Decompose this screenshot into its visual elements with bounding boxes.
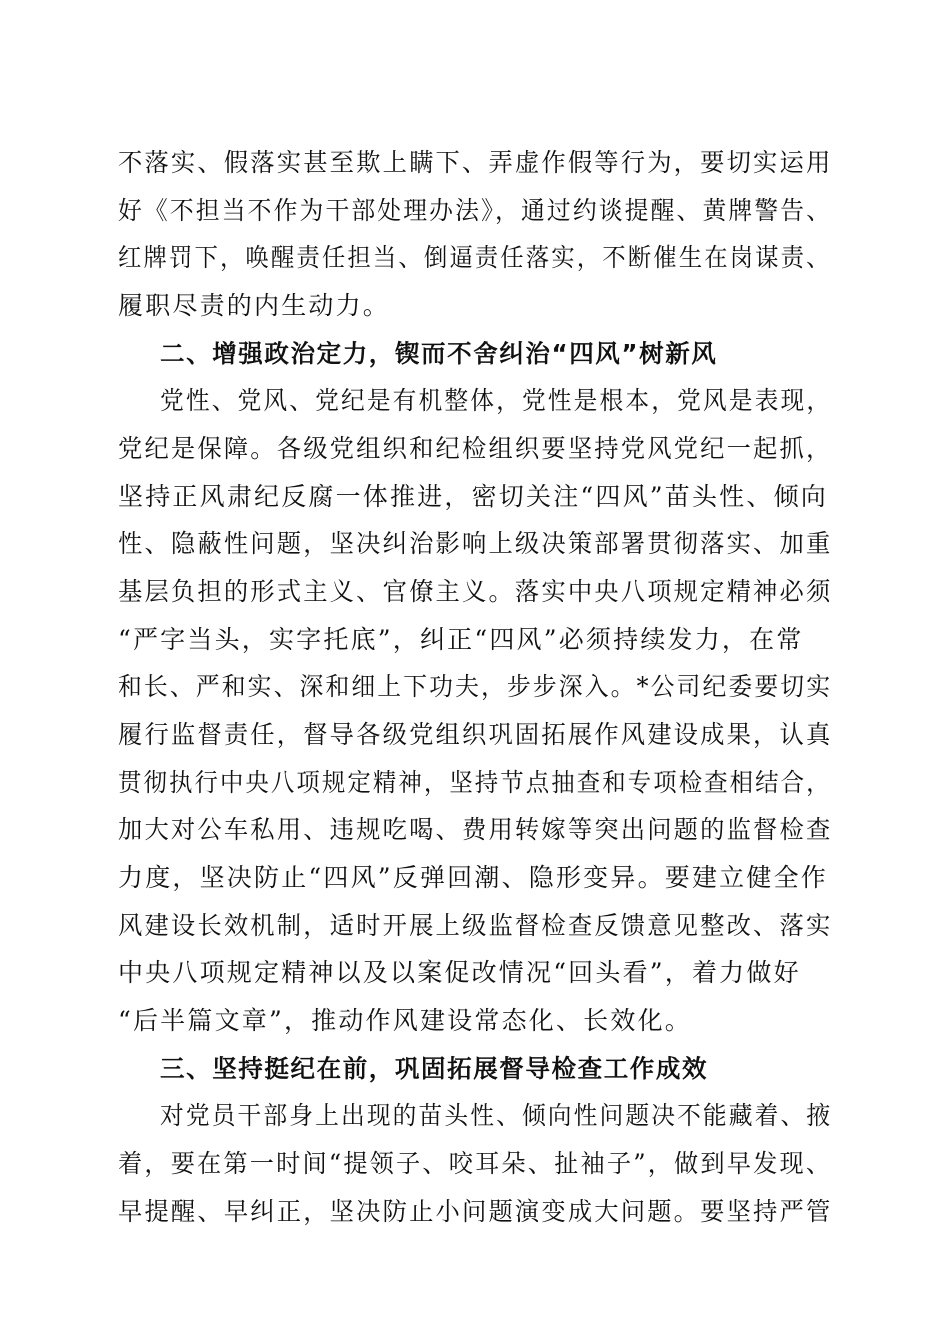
section-heading-2: 二、增强政治定力，锲而不舍纠治“四风”树新风 bbox=[160, 339, 718, 368]
body-text-line: 坚持正风肃纪反腐一体推进，密切关注“四风”苗头性、倾向 bbox=[118, 482, 828, 511]
section-heading-3: 三、坚持挺纪在前，巩固拓展督导检查工作成效 bbox=[160, 1054, 709, 1083]
body-text-line: “后半篇文章”，推动作风建设常态化、长效化。 bbox=[118, 1006, 692, 1035]
body-text-line: 和长、严和实、深和细上下功夫，步步深入。*公司纪委要切实 bbox=[118, 672, 833, 701]
body-text-line: 红牌罚下，唤醒责任担当、倒逼责任落实，不断催生在岗谋责、 bbox=[118, 243, 832, 272]
body-text-line: 力度，坚决防止“四风”反弹回潮、隐形变异。要建立健全作 bbox=[118, 863, 828, 892]
body-text-line: 加大对公车私用、违规吃喝、费用转嫁等突出问题的监督检查 bbox=[118, 815, 833, 844]
body-text-line: 好《不担当不作为干部处理办法》，通过约谈提醒、黄牌警告、 bbox=[118, 196, 833, 225]
body-text-line: 早提醒、早纠正，坚决防止小问题演变成大问题。要坚持严管 bbox=[118, 1197, 833, 1226]
body-text-line: 履行监督责任，督导各级党组织巩固拓展作风建设成果，认真 bbox=[118, 720, 833, 749]
body-text-line: 中央八项规定精神以及以案促改情况“回头看”，着力做好 bbox=[118, 958, 801, 987]
body-text-line: 贯彻执行中央八项规定精神，坚持节点抽查和专项检查相结合， bbox=[118, 768, 832, 797]
body-text-line: 履职尽责的内生动力。 bbox=[118, 291, 391, 320]
body-text-line: 风建设长效机制，适时开展上级监督检查反馈意见整改、落实 bbox=[118, 911, 833, 940]
body-text-line: 性、隐蔽性问题，坚决纠治影响上级决策部署贯彻落实、加重 bbox=[118, 529, 833, 558]
body-text-line: 基层负担的形式主义、官僚主义。落实中央八项规定精神必须 bbox=[118, 577, 833, 606]
body-text-line: 党性、党风、党纪是有机整体，党性是根本，党风是表现， bbox=[160, 386, 833, 415]
body-text-line: 不落实、假落实甚至欺上瞒下、弄虚作假等行为，要切实运用 bbox=[118, 148, 833, 177]
body-text-line: 党纪是保障。各级党组织和纪检组织要坚持党风党纪一起抓， bbox=[118, 434, 833, 463]
body-text-line: “严字当头，实字托底”，纠正“四风”必须持续发力，在常 bbox=[118, 625, 804, 654]
body-text-line: 对党员干部身上出现的苗头性、倾向性问题决不能藏着、掖 bbox=[160, 1101, 833, 1130]
body-text-line: 着，要在第一时间“提领子、咬耳朵、扯袖子”，做到早发现、 bbox=[118, 1149, 833, 1178]
